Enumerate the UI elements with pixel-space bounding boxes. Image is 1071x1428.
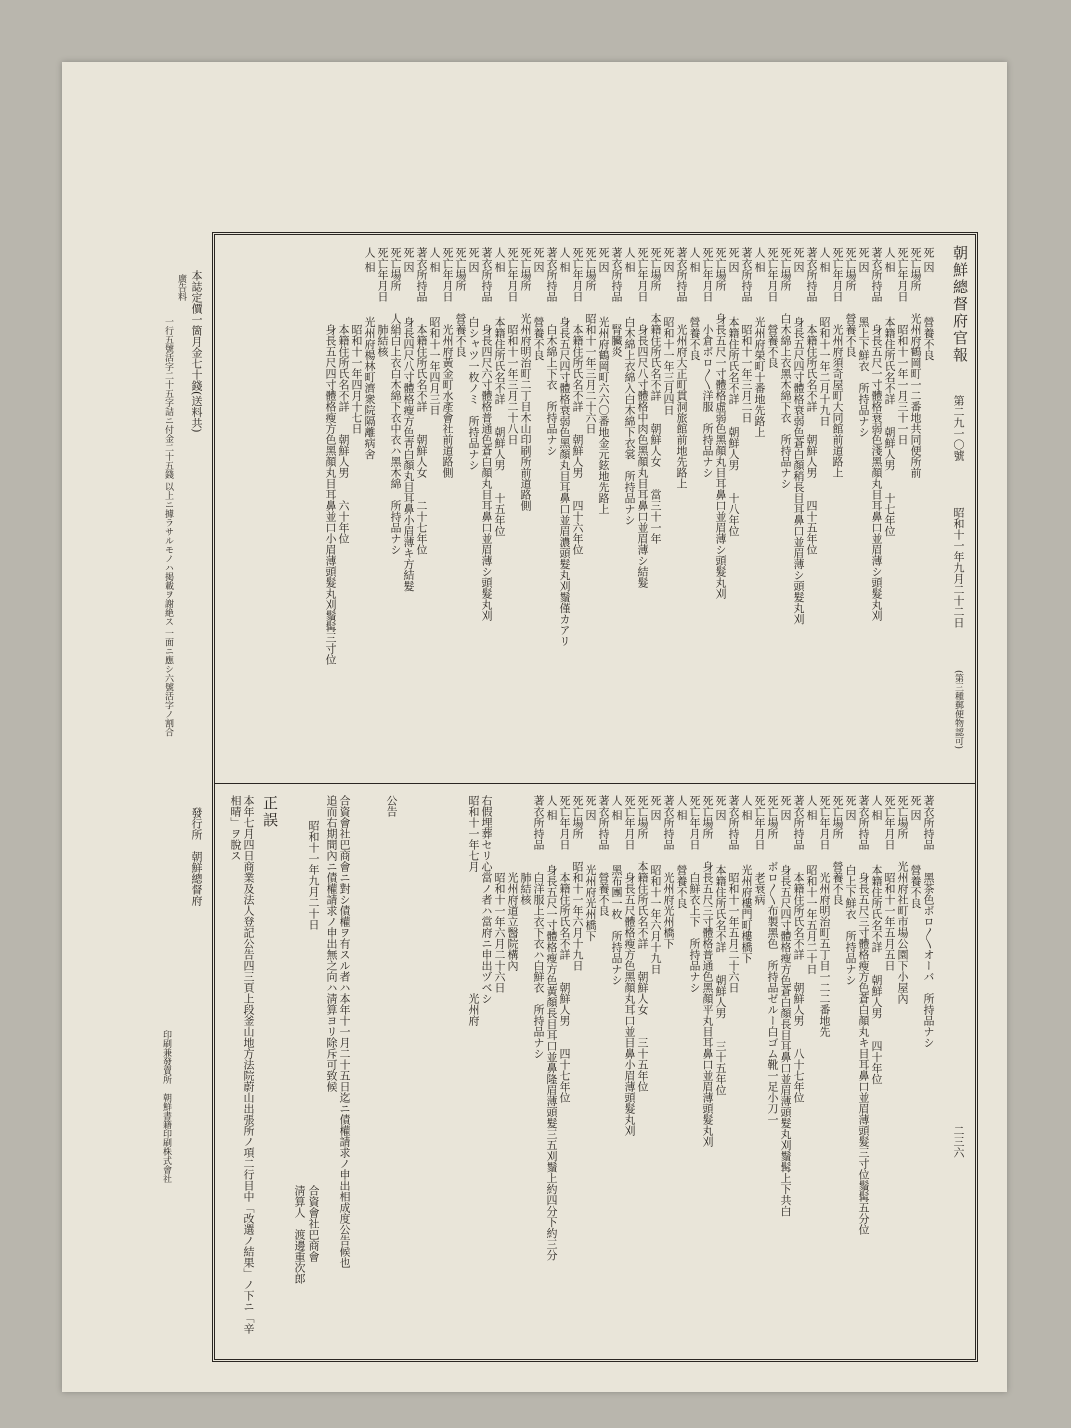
text-column: 死亡場所 營養不良: [454, 247, 467, 357]
text-column: 死亡年月日 昭和十一年一月三十一日: [896, 247, 909, 445]
text-column: 身長五尺四寸體格瘦方色黑顏丸目耳鼻並口小眉薄頭髮丸刈鬚髯三寸位: [324, 247, 337, 665]
text-column: 死亡場所 人絹白上衣白木綿下衣中衣ハ黑木綿 所持品ナシ: [389, 247, 402, 555]
text-column: 死亡場所 光州府社町市場公園下小屋內: [896, 795, 909, 1004]
text-column: 昭和十一年七月 光州府: [467, 795, 480, 1026]
text-column: 昭和十一年六月二十六日: [493, 795, 506, 993]
postal-permit: (第三種郵便物認可): [953, 670, 963, 750]
text-column: 人 相 身長五尺四寸體格衰弱色黑顏丸目耳鼻口並眉濃頭髮丸刈鬚僅カアリ: [558, 247, 571, 647]
text-column: 著衣所持品 光州府光州橋下: [662, 795, 675, 949]
text-column: 死亡年月日 光州府黃金町水產會社前道路側: [441, 247, 454, 478]
text-column: 死亡場所 昭和十一年三月二十六日: [584, 247, 597, 434]
printer-note: 印刷兼發賣所 朝鮮書籍印刷株式會社: [161, 1030, 171, 1183]
ad-rate-text: 一行五號活字二十五字詰ニ付金二十五錢 以上ニ據ラサルモノハ掲載ヲ謝絶ス 一面ニ應シ六號活字ノ割合: [163, 317, 173, 737]
text-column: 人 相 昭和十一年五月二十日: [805, 795, 818, 975]
text-column: 死亡年月日 小倉ボロ〳〵洋服 所持品ナシ: [701, 247, 714, 478]
newspaper-page: [62, 62, 1007, 1392]
text-column: 人 相 光州府楊林町濟衆院隔離病舍: [363, 247, 376, 460]
text-column: 死亡年月日 光州府明治町五丁目一二二番地先: [818, 795, 831, 1037]
text-column: 死亡年月日 白鮮衣上下 所持品ナシ: [688, 795, 701, 993]
text-column: 死亡場所 昭和十一年六月十九日: [571, 795, 584, 971]
issue-number: 第二九一〇號: [952, 395, 965, 461]
text-column: 著衣所持品 身長四尺六寸體格普通色蒼白顏丸目耳鼻口並眉薄シ頭髮丸刈: [480, 247, 493, 621]
text-column: 死亡場所 白木綿上衣黑木綿下衣 所持品ナシ: [779, 247, 792, 489]
text-column: 著衣所持品 本籍住所氏名不詳 朝鮮人女 二十七年位: [415, 247, 428, 555]
upper-text-block: [235, 247, 935, 775]
text-column: 死 因 營養不良: [922, 247, 935, 361]
text-column: 本籍住所氏名不詳 朝鮮人男 六十年位: [337, 247, 350, 544]
correction-label: 正誤: [261, 795, 279, 829]
text-column: 死 因 白上下鮮衣 所持品ナシ: [844, 795, 857, 986]
text-column: 光州府道立醫院構內: [506, 795, 519, 971]
issue-date: 昭和十一年九月二十二日: [952, 507, 965, 628]
lower-text-block: [435, 795, 935, 1355]
text-column: 死亡年月日 營養不良: [766, 247, 779, 368]
notice-company: 合資會社巴商會: [307, 1185, 320, 1262]
text-column: 著衣所持品 光州府大正町貫洞旅館前地先路上: [675, 247, 688, 489]
text-column: 著衣所持品 昭和十一年三月二日: [740, 247, 753, 423]
notice-body: 合資會社巴商會ニ對シ債權ヲ有スル者ハ本年十一月二十五日迄ニ債權請求ノ申出相成度公告候也 追而右期間內ニ債權請求ノ申出無之向ハ淸算ヨリ除斥可致候: [325, 795, 351, 1268]
text-column: 人 相 昭和十一年二月十九日: [818, 247, 831, 427]
text-column: 死亡場所 身長五尺一寸體格虛弱色黑顏丸目耳鼻口並眉薄シ頭髮丸刈: [714, 247, 727, 599]
text-column: 死亡年月日 肺結核: [376, 247, 389, 357]
text-column: 死亡場所 光州府明治町二丁目木山印刷所前道路側: [519, 247, 532, 511]
text-column: 著衣所持品 本籍住所氏名不詳 朝鮮人男 四十五年位: [805, 247, 818, 555]
gazette-title: 朝鮮總督府官報: [951, 245, 969, 364]
ad-rate-label: 廣告料: [176, 274, 186, 301]
notice-label: 公告: [385, 795, 398, 817]
text-column: 死亡年月日 昭和十一年三月二十八日: [506, 247, 519, 445]
content-frame: [212, 232, 978, 1362]
notice-date: 昭和十一年九月二十日: [307, 820, 320, 930]
text-column: 人 相 昭和十一年四月三日: [428, 247, 441, 416]
text-column: 著衣所持品 身長五尺一寸體格衰弱色淺黑顏丸目耳鼻口並眉薄シ頭髮丸刈: [870, 247, 883, 621]
text-column: 著衣所持品 黑茶色ボロ〳〵オーバ 所持品ナシ: [922, 795, 935, 1048]
price-note: 本誌定價一箇月金七十錢(送料共): [190, 270, 203, 433]
text-column: 死亡年月日 身長五尺體格瘦方色黑顏丸耳口並目鼻小眉薄頭髮丸刈: [623, 795, 636, 1136]
text-column: 人 相 本籍住所氏名不詳 朝鮮人男 十五年位: [493, 247, 506, 537]
text-column: 肺結核: [519, 795, 532, 905]
text-column: 人 相 營養不良: [688, 247, 701, 361]
text-column: 死 因 本籍住所氏名不詳 朝鮮人男 十八年位: [727, 247, 740, 537]
text-column: 著衣所持品 身長五尺三寸體格瘦方色蒼白顏丸キ目耳鼻口並眉薄頭髮三寸位鬚髯五分位: [857, 795, 870, 1235]
text-column: 死亡場所 本籍住所氏名不詳 朝鮮人女 三十五年位: [636, 795, 649, 1092]
text-column: 著衣所持品 白木綿上下衣 所持品ナシ: [545, 247, 558, 456]
text-column: 死亡年月日 光州府須奇屋町大同館前道路上: [831, 247, 844, 478]
text-column: 人 相 黑布團一枚 所持品ナシ: [610, 795, 623, 986]
text-column: 死 因 身長四尺八寸體格瘦方色青白顏丸目耳鼻小眉薄キ方結髮: [402, 247, 415, 592]
text-column: 死亡場所 營養不良: [844, 247, 857, 357]
text-column: 人 相 本籍住所氏名不詳 朝鮮人男 四十年位: [870, 795, 883, 1085]
text-column: 死 因 身長五尺四寸體格瘦方色蒼白顏長目耳鼻口並眉薄頭髮丸刈鬚髯上下共白: [779, 795, 792, 1217]
text-column: 人 相 白木綿上衣綿入白木綿下衣裳 所持品ナシ: [623, 247, 636, 526]
text-column: 死亡年月日 老衰病: [753, 795, 766, 905]
text-column: 死亡場所 本籍住所氏名不詳 朝鮮人女 當三十一年: [649, 247, 662, 544]
text-column: 死 因 昭和十一年三月四日: [662, 247, 675, 416]
text-column: 著衣所持品 白洋服上衣下衣ハ白鮮衣 所持品ナシ: [532, 795, 545, 1059]
text-column: 死 因 白シャツ一枚ノミ 所持品ナシ: [467, 247, 480, 471]
text-column: 死 因 黑上下鮮衣 所持品ナシ: [857, 247, 870, 438]
notice-liquidator: 淸算人 渡邊重次郎: [293, 1185, 306, 1284]
text-column: 人 相 身長五尺一寸體格瘦方色黃顏長目耳口並鼻隆眉薄頭髮三五刈鬚上約四分下約三分: [545, 795, 558, 1261]
text-column: 死亡年月日 身長四尺八寸體格中肉色黑顏丸目耳鼻口並眉薄シ結髮: [636, 247, 649, 588]
text-column: 人 相 本籍住所氏名不詳 朝鮮人男 十七年位: [883, 247, 896, 537]
text-column: 死 因 營養不良: [909, 795, 922, 909]
text-column: 死 因 光州府鶴岡町六六〇番地金元鉉地先路上: [597, 247, 610, 515]
text-column: 死 因 本籍住所氏名不詳 朝鮮人男 三十五年位: [714, 795, 727, 1096]
correction-body: 本年七月四日商業及法人登記公告四三頁上段釜山地方法院蔚山出張所ノ項二行目中「改選ノ結果」ノ下ニ「辛相晴」ヲ脫ス: [229, 795, 255, 1334]
text-column: 死亡年月日 本籍住所氏名不詳 朝鮮人男 四十七年位: [558, 795, 571, 1103]
text-column: 著衣所持品 昭和十一年五月二十六日: [727, 795, 740, 993]
page-number: 二三六: [952, 1125, 965, 1158]
text-column: 人 相 光州府樓門町樓橋下: [740, 795, 753, 964]
text-column: 死亡年月日 本籍住所氏名不詳 朝鮮人男 四十六年位: [571, 247, 584, 555]
text-column: 人 相 光州府榮町十番地先路上: [753, 247, 766, 438]
text-column: 右假埋葬セリ心當ノ者ハ當府ニ申出ヅベシ: [480, 795, 493, 1004]
text-column: 死 因 身長五尺四寸體格衰弱色蒼白顏稍長目耳鼻口並眉薄シ頭髮丸刈: [792, 247, 805, 625]
text-column: 死 因 營養不良: [532, 247, 545, 361]
text-column: 死亡場所 ボロ〳〵布製黑色 所持品ゼルー白ゴム靴一足小刀一: [766, 795, 779, 1125]
text-column: 著衣所持品 腎臟炎: [610, 247, 623, 357]
text-column: 著衣所持品 本籍住所氏名不詳 朝鮮人男 八十七年位: [792, 795, 805, 1103]
text-column: 著衣所持品 營養不良: [597, 795, 610, 916]
text-column: 死 因 昭和十一年六月十九日: [649, 795, 662, 975]
text-column: 死亡場所 營養不良: [831, 795, 844, 905]
text-column: 死 因 光州府光州橋下: [584, 795, 597, 942]
text-column: 人 相 營養不良: [675, 795, 688, 909]
text-column: 昭和十一年四月十七日: [350, 247, 363, 434]
text-column: 死亡場所 身長五尺三寸體格普通色黑顏平丸目耳鼻口並眉薄頭髮丸刈: [701, 795, 714, 1147]
publisher-note: 發行所 朝鮮總督府: [190, 807, 203, 906]
section-divider: [215, 783, 975, 784]
text-column: 死亡場所 光州府鶴岡町一二番地共同便所前: [909, 247, 922, 478]
text-column: 死亡年月日 昭和十一年五月五日: [883, 795, 896, 971]
